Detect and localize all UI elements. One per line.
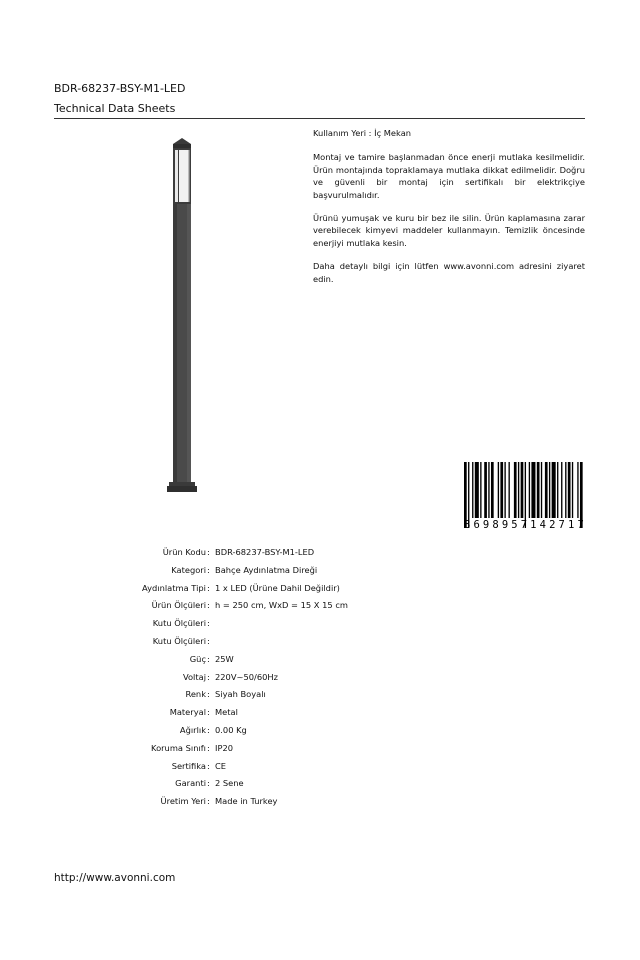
barcode-bar	[568, 462, 571, 518]
spec-row	[0, 775, 640, 793]
spec-value: 25W	[215, 653, 234, 664]
spec-value: h = 250 cm, WxD = 15 X 15 cm	[215, 600, 348, 611]
spec-label: Garanti	[175, 778, 206, 789]
spec-row	[0, 633, 640, 651]
spec-value: 0.00 Kg	[215, 724, 247, 735]
barcode-digit: 9	[482, 519, 490, 531]
barcode-digit: 9	[501, 519, 509, 531]
product-info-text	[313, 127, 585, 296]
spec-separator: :	[207, 653, 210, 664]
barcode-digit: 1	[530, 519, 537, 531]
spec-label: Koruma Sınıfı	[151, 742, 206, 753]
spec-separator: :	[207, 547, 210, 557]
barcode-bar	[498, 462, 499, 518]
barcode-digit: 8	[492, 519, 499, 531]
barcode-bar	[565, 462, 566, 518]
header-divider	[54, 118, 585, 119]
spec-value: 1 x LED (Ürüne Dahil Değildir)	[215, 582, 340, 593]
barcode-bar	[552, 462, 556, 518]
barcode-bar	[518, 462, 519, 518]
spec-row	[0, 651, 640, 669]
spec-row	[0, 686, 640, 704]
spec-label: Ürün Ölçüleri	[151, 600, 206, 611]
barcode-digits	[464, 519, 584, 531]
spec-separator: :	[207, 796, 210, 807]
barcode-digit: 5	[511, 519, 518, 531]
spec-label: Renk	[185, 689, 206, 700]
spec-separator: :	[207, 724, 210, 735]
safety-paragraph: Montaj ve tamire başlanmadan önce enerji mutlaka kesilmelidir. Ürün montajında topraklamaya mutlaka dikkat edilmelidir. Doğru ve güvenli bir montaj için sertifikalı bir elektrikçiye başvurulmalıdır.	[313, 152, 585, 200]
product-image	[160, 136, 204, 498]
product-model-title: BDR-68237-BSY-M1-LED	[54, 82, 186, 95]
document-header	[54, 82, 585, 116]
spec-row	[0, 562, 640, 580]
spec-row	[0, 758, 640, 776]
barcode-bar	[521, 462, 524, 518]
spec-row	[0, 793, 640, 811]
barcode-bar	[514, 462, 517, 518]
more-info-paragraph: Daha detaylı bilgi için lütfen www.avonni.com adresini ziyaret edin.	[313, 261, 585, 284]
spec-label: Kategori	[171, 564, 206, 575]
barcode-bar	[484, 462, 487, 518]
barcode-bar	[480, 462, 481, 518]
barcode-bar	[508, 462, 509, 518]
barcode-bar	[500, 462, 503, 518]
spec-row	[0, 722, 640, 740]
spec-label: Kutu Ölçüleri	[152, 635, 206, 646]
spec-label: Güç	[189, 653, 206, 664]
spec-row	[0, 669, 640, 687]
barcode-bar	[549, 462, 550, 518]
document-subtitle: Technical Data Sheets	[54, 102, 176, 115]
barcode-digit: 4	[539, 519, 547, 531]
spec-separator: :	[207, 742, 210, 753]
spec-row	[0, 544, 640, 562]
spec-separator: :	[207, 564, 210, 575]
barcode-bar	[557, 462, 558, 518]
barcode-bar	[488, 462, 489, 518]
spec-table	[0, 544, 640, 811]
barcode-bar	[577, 462, 578, 518]
barcode-bar	[475, 462, 479, 518]
barcode-digit: 2	[549, 519, 556, 531]
usage-location: Kullanım Yeri : İç Mekan	[313, 128, 412, 138]
spec-label: Ağırlık	[179, 724, 206, 735]
cleaning-paragraph: Ürünü yumuşak ve kuru bir bez ile silin. Ürün kaplamasına zarar verebilecek kimyevi maddeler kullanmayın. Temizlik öncesinde enerjiyi mutlaka kesin.	[313, 213, 585, 248]
spec-value: Made in Turkey	[215, 796, 278, 807]
spec-value: 2 Sene	[215, 778, 244, 789]
barcode-bar	[491, 462, 494, 518]
spec-label: Üretim Yeri	[160, 796, 206, 807]
spec-separator: :	[207, 635, 210, 646]
spec-separator: :	[207, 582, 210, 593]
barcode-digit: 1	[567, 519, 575, 531]
spec-value: Bahçe Aydınlatma Direği	[215, 564, 318, 575]
spec-separator: :	[207, 760, 210, 771]
spec-separator: :	[207, 671, 210, 682]
barcode-bar	[529, 462, 530, 518]
footer-url[interactable]: http://www.avonni.com	[54, 872, 176, 884]
spec-value: CE	[215, 760, 227, 771]
spec-label: Ürün Kodu	[162, 547, 206, 557]
barcode-bar	[537, 462, 540, 518]
spec-label: Voltaj	[182, 671, 206, 682]
spec-value: BDR-68237-BSY-M1-LED	[215, 547, 315, 557]
spec-row	[0, 580, 640, 598]
barcode-digit: 8	[464, 519, 471, 531]
barcode-bar	[531, 462, 535, 518]
spec-separator: :	[207, 707, 210, 718]
spec-row	[0, 615, 640, 633]
barcode-digit: 7	[520, 519, 528, 531]
spec-separator: :	[207, 778, 210, 789]
spec-value: Metal	[215, 707, 238, 718]
barcode-bar	[504, 462, 505, 518]
garden-pole-illustration	[160, 136, 204, 498]
barcode-bar	[472, 462, 473, 518]
barcode-bar	[541, 462, 542, 518]
spec-row	[0, 597, 640, 615]
barcode-digit: 7	[577, 519, 584, 531]
barcode-digit: 7	[558, 519, 566, 531]
spec-value: Siyah Boyalı	[215, 689, 266, 700]
spec-row	[0, 704, 640, 722]
spec-label: Kutu Ölçüleri	[152, 618, 206, 629]
barcode-digit: 6	[473, 519, 480, 531]
spec-value: IP20	[215, 742, 234, 753]
spec-separator: :	[207, 618, 210, 629]
barcode-bar	[561, 462, 562, 518]
spec-label: Sertifika	[171, 760, 206, 771]
spec-row	[0, 740, 640, 758]
spec-separator: :	[207, 600, 210, 611]
spec-value: 220V~50/60Hz	[215, 671, 278, 682]
spec-label: Aydınlatma Tipi	[142, 582, 206, 593]
barcode-bar	[545, 462, 548, 518]
spec-label: Materyal	[169, 707, 206, 718]
spec-separator: :	[207, 689, 210, 700]
barcode-bar	[572, 462, 573, 518]
